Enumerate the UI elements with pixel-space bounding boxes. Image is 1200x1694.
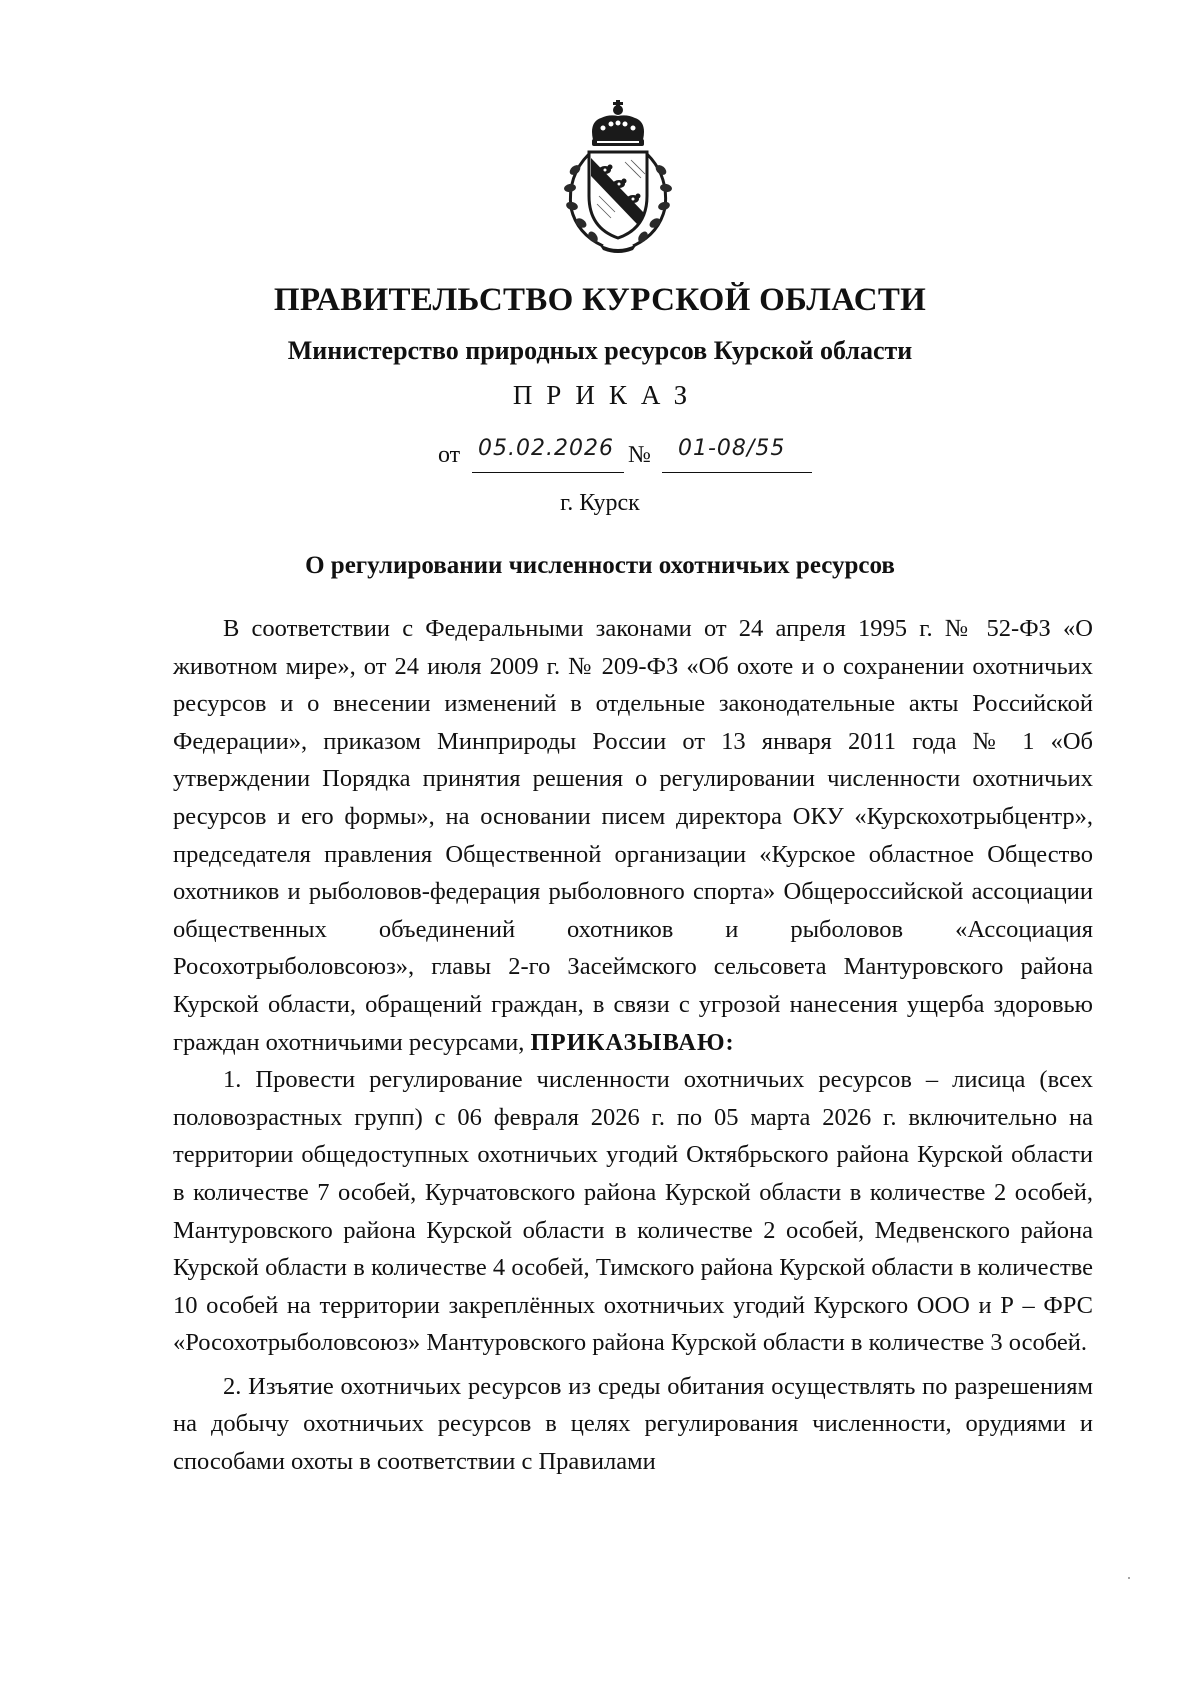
- government-title: ПРАВИТЕЛЬСТВО КУРСКОЙ ОБЛАСТИ: [273, 282, 927, 318]
- date-label: от: [438, 442, 461, 468]
- doc-type: ПРИКАЗ: [512, 380, 702, 410]
- order-command: ПРИКАЗЫВАЮ:: [530, 1028, 735, 1056]
- preamble-paragraph: [173, 610, 1093, 1061]
- ministry-name: Министерство природных ресурсов Курской области: [287, 336, 913, 365]
- city: г. Курск: [560, 490, 640, 516]
- number-underline: [662, 472, 812, 473]
- date-value: 05.02.2026: [478, 436, 614, 461]
- order-date-number: [438, 436, 838, 476]
- order-body: [173, 610, 1093, 1481]
- item-1-paragraph: 1. Провести регулирование численности охотничьих ресурсов – лисица (всех половозрастных групп) с 06 февраля 2026 г. по 05 марта 2026 г. включительно на территории общедоступных охотничьих угодий Октябрьского района Курской области в количестве 7 особей, Курчатовского района Курской области в количестве 2 особей, Мантуровского района Курской области в количестве 2 особей, Медвенского района Курской области в количестве 4 особей, Тимского района Курской области в количестве 10 особей на территории закреплённых охотничьих угодий Курского ООО и Р – ФРС «Росохотрыболовсоюз» Мантуровского района Курской области в количестве 3 особей.: [173, 1066, 1093, 1357]
- number-value: 01-08/55: [678, 436, 786, 461]
- preamble-text: В соответствии с Федеральными законами от 24 апреля 1995 г. № 52-ФЗ «О животном мире», от 24 июля 2009 г. № 209-ФЗ «Об охоте и о сохранении охотничьих ресурсов и о внесении изменений в отдельные законодательные акты Российской Федерации», приказом Минприроды России от 13 января 2011 года № 1 «Об утверждении Порядка принятия решения о регулировании численности охотничьих ресурсов и его формы», на основании писем директора ОКУ «Курскохотрыбцентр», председателя правления Общественной организации «Курское областное Общество охотников и рыболовов-федерация рыболовного спорта» Общероссийской ассоциации общественных объединений охотников и рыболовов «Ассоциация Росохотрыболовсоюз», главы 2-го Засеймского сельсовета Мантуровского района Курской области, обращений граждан, в связи с угрозой нанесения ущерба здоровью граждан охотничьими ресурсами,: [173, 615, 1093, 1056]
- kursk-coat-of-arms-icon: [559, 96, 677, 254]
- scan-speck: [1128, 1577, 1130, 1579]
- item-2-paragraph: 2. Изъятие охотничьих ресурсов из среды обитания осуществлять по разрешениям на добычу охотничьих ресурсов в целях регулирования численности, орудиями и способами охоты в соответствии с Правилами: [173, 1372, 1093, 1476]
- date-underline: [472, 472, 624, 473]
- number-label: №: [628, 442, 651, 468]
- order-subject: О регулировании численности охотничьих ресурсов: [305, 552, 895, 579]
